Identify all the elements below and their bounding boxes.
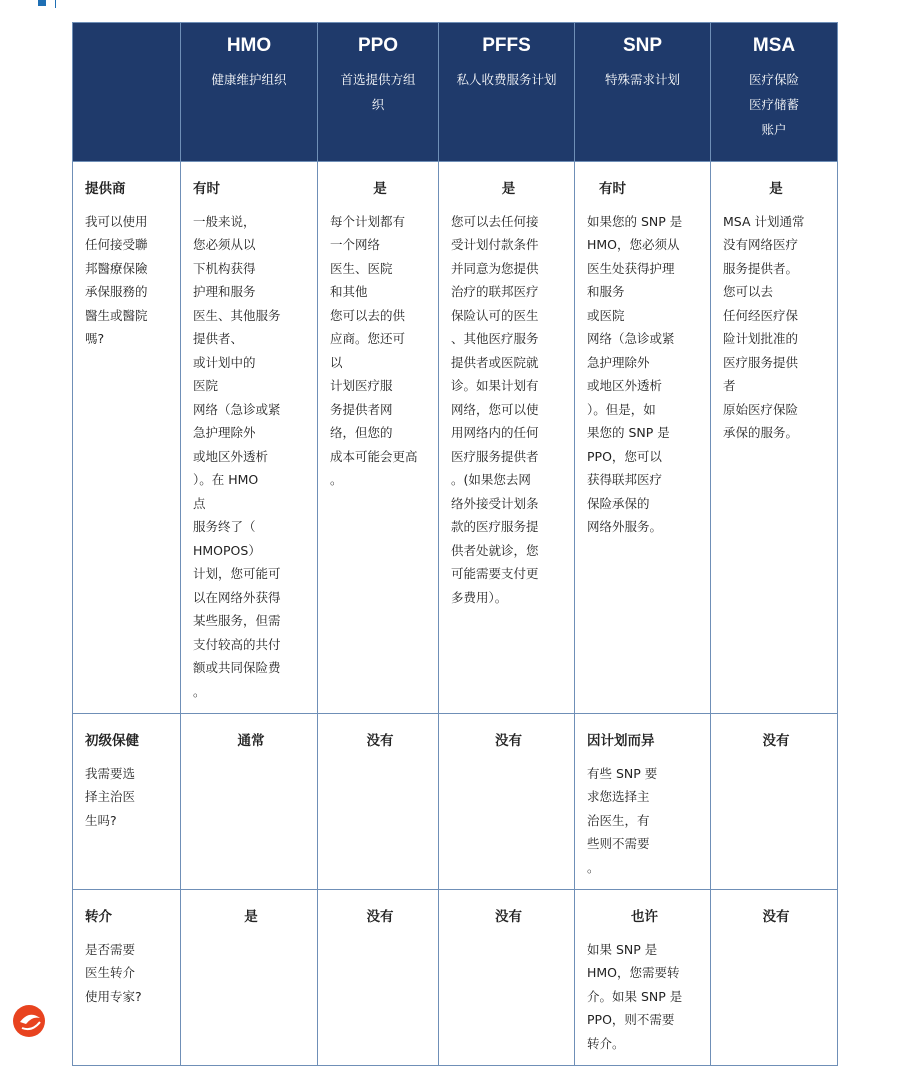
header-corner-cell: [73, 23, 181, 162]
plan-description: 健康维护组织: [211, 72, 287, 87]
table-cell: [439, 714, 575, 890]
table-cell: [318, 890, 439, 1066]
row-label-cell: [73, 162, 181, 714]
cell-detail: 您可以去任何接 受计划付款条件 并同意为您提供 治疗的联邦医疗 保险认可的医生 、其他医疗服务 提供者或医院就 诊。如果计划有 网络，您可以使 用网络内的任何 医疗服务提供者 。(如果您去网 络外接受计划条 款的医疗服务提 供者处就诊，您 可能需要支付更 多费用）。: [451, 213, 539, 605]
cell-answer: 有时: [193, 181, 220, 197]
header-cell-ppo: [318, 23, 439, 162]
row-question: 我可以使用 任何接受聯 邦醫療保險 承保服務的 醫生或醫院 嗎?: [85, 213, 148, 346]
table-row-referral: [73, 890, 838, 1066]
plan-name: PFFS: [482, 35, 531, 56]
cell-answer: 通常: [237, 733, 265, 749]
plan-name: SNP: [622, 35, 663, 56]
cell-answer: 是: [769, 181, 783, 197]
cell-answer: 是: [373, 181, 387, 197]
cell-answer: 没有: [495, 909, 522, 925]
table-cell: [711, 714, 838, 890]
cell-detail: 一般来说， 您必须从以 下机构获得 护理和服务 医生、其他服务 提供者、 或计划中的 医院 网络（急诊或紧 急护理除外 或地区外透析 ）。在 HMO 点 服务终了（ HMOPOS） 计划，您可能可 以在网络外获得 某些服务，但需 支付较高的共付 额或共同保险费 。: [193, 213, 281, 699]
cell-detail: 每个计划都有 一个网络 医生、医院 和其他 您可以去的供 应商。您还可 以 计划医疗服 务提供者网 络，但您的 成本可能会更高 。: [330, 213, 418, 487]
plan-name: PPO: [357, 35, 399, 56]
header-cell-msa: [711, 23, 838, 162]
plan-description: 特殊需求计划: [604, 72, 680, 87]
row-title: 提供商: [85, 181, 126, 197]
cell-answer: 有时: [599, 181, 626, 197]
table-cell: [318, 714, 439, 890]
cell-answer: 没有: [762, 733, 790, 749]
medicare-plan-comparison-table: [72, 22, 838, 1066]
row-question: 我需要选 择主治医 生吗?: [85, 765, 136, 828]
row-title: 初级保健: [85, 733, 139, 749]
table-cell: [181, 890, 318, 1066]
table-cell: [318, 162, 439, 714]
table-cell: [711, 162, 838, 714]
row-title: 转介: [85, 909, 112, 925]
brand-logo-icon: [10, 1002, 48, 1040]
table-row-provider: [73, 162, 838, 714]
row-label-cell: [73, 714, 181, 890]
table-cell: [439, 890, 575, 1066]
plan-name: MSA: [752, 35, 796, 56]
cell-answer: 是: [501, 181, 516, 197]
table-cell: [575, 162, 711, 714]
table-cell: [711, 890, 838, 1066]
table-header-row: [73, 23, 838, 162]
cell-answer: 也许: [631, 909, 658, 925]
cell-detail: 如果您的 SNP 是 HMO，您必须从 医生处获得护理 和服务 或医院 网络（急诊或紧 急护理除外 或地区外透析 ）。但是，如 果您的 SNP 是 PPO，您可以 获得联邦医疗 保险承保的 网络外服务。: [587, 213, 683, 534]
row-label-cell: [73, 890, 181, 1066]
cell-detail: MSA 计划通常 没有网络医疗 服务提供者。 您可以去 任何经医疗保 险计划批准的 医疗服务提供 者 原始医疗保险 承保的服务。: [723, 213, 805, 440]
cell-answer: 没有: [495, 733, 522, 749]
plan-description: 医疗保险 医疗储蓄 账户: [748, 72, 799, 137]
page-marker-divider: [55, 0, 56, 8]
table-cell: [575, 714, 711, 890]
header-cell-hmo: [181, 23, 318, 162]
table-cell: [575, 890, 711, 1066]
table-cell: [181, 714, 318, 890]
plan-description: 首选提供方组 织: [340, 72, 416, 112]
row-question: 是否需要 医生转介 使用专家?: [85, 941, 142, 1004]
cell-answer: 因计划而异: [587, 733, 655, 749]
cell-answer: 是: [244, 909, 258, 925]
table-cell: [181, 162, 318, 714]
plan-description: 私人收费服务计划: [456, 72, 557, 87]
cell-detail: 如果 SNP 是 HMO，您需要转 介。如果 SNP 是 PPO，则不需要 转介。: [587, 941, 683, 1051]
header-cell-snp: [575, 23, 711, 162]
cell-answer: 没有: [366, 909, 394, 925]
cell-answer: 没有: [366, 733, 394, 749]
plan-name: HMO: [226, 35, 272, 56]
cell-detail: 有些 SNP 要 求您选择主 治医生，有 些则不需要 。: [587, 765, 658, 875]
table-cell: [439, 162, 575, 714]
header-cell-pffs: [439, 23, 575, 162]
page-number-marker: [38, 0, 46, 6]
cell-answer: 没有: [762, 909, 790, 925]
table-row-primary-care: [73, 714, 838, 890]
